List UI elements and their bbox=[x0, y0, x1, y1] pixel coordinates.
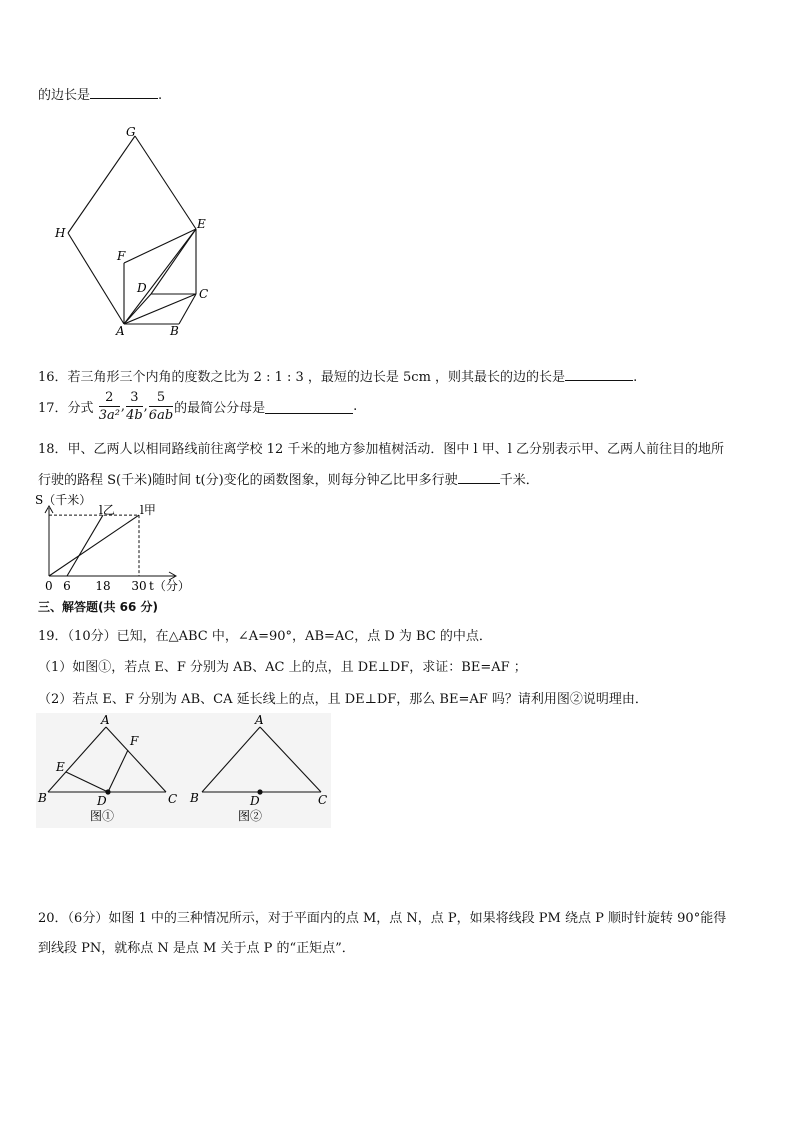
q17: 17．分式 $\frac{2}{\text{3a²}}$ , $\frac{3}{4b}$ , $\frac{5}{6ab}$ 的最简公分母是 . bbox=[38, 390, 358, 423]
label-E: E bbox=[197, 217, 206, 231]
q17-suffix: 的最简公分母是 bbox=[174, 401, 266, 416]
series-label-yi: l乙 bbox=[99, 503, 115, 517]
q16 bbox=[38, 366, 637, 385]
q16-answer-blank[interactable] bbox=[565, 367, 633, 381]
q19-part1: （1）如图①，若点 E、F 分别为 AB、AC 上的点，且 DE⊥DF，求证：BE=AF ； bbox=[38, 660, 527, 675]
q17-prefix: 17．分式 bbox=[38, 401, 94, 416]
seg-GH bbox=[68, 136, 135, 233]
q17-answer-blank[interactable] bbox=[265, 400, 353, 414]
series-line-yi bbox=[67, 515, 103, 576]
q20-line2: 到线段 PN，就称点 N 是点 M 关于点 P 的“正矩点”． bbox=[38, 941, 355, 956]
q18-answer-blank[interactable] bbox=[458, 470, 500, 484]
seg-AE bbox=[124, 229, 196, 324]
seg-HA bbox=[68, 233, 124, 324]
fraction-1: $\frac{2}{\text{3a²}}$ bbox=[98, 390, 120, 423]
fraction-3: $\frac{5}{6ab}$ bbox=[148, 390, 174, 423]
fig1-label-B: B bbox=[38, 791, 47, 805]
fig1-label-A: A bbox=[101, 713, 110, 727]
fig1-caption: 图① bbox=[90, 809, 115, 823]
fig2-caption: 图② bbox=[238, 809, 263, 823]
q18-chart bbox=[35, 490, 235, 600]
fig2-label-A: A bbox=[255, 713, 264, 727]
fig1-label-F: F bbox=[130, 734, 139, 748]
label-B: B bbox=[170, 324, 179, 338]
fig1-label-D: D bbox=[97, 794, 107, 808]
q15-text: 的边长是 bbox=[38, 88, 91, 103]
q15-figure bbox=[45, 124, 245, 339]
figure-background bbox=[36, 713, 331, 828]
y-axis-label: S（千米） bbox=[35, 493, 92, 507]
fig2-label-D: D bbox=[250, 794, 260, 808]
seg-FE bbox=[124, 229, 196, 263]
fig2-label-C: C bbox=[318, 793, 328, 807]
seg-BC bbox=[179, 294, 196, 324]
q16-text: 16．若三角形三个内角的度数之比为 2 : 1 : 3 ，最短的边长是 5cm ，则其最长的边的长是 bbox=[38, 370, 566, 385]
label-G: G bbox=[126, 125, 136, 139]
label-A: A bbox=[116, 324, 125, 338]
x-tick-6: 6 bbox=[63, 579, 71, 593]
q19-figures bbox=[36, 713, 331, 828]
label-D: D bbox=[137, 281, 147, 295]
seg-GE bbox=[135, 136, 196, 229]
q19-stem: 19．（10分）已知，在△ABC 中，∠A=90°，AB=AC，点 D 为 BC 的中点． bbox=[38, 629, 492, 644]
x-axis-label: t（分） bbox=[149, 579, 190, 593]
q18-line1: 18．甲、乙两人以相同路线前往离学校 12 千米的地方参加植树活动．图中 l 甲、l 乙分别表示甲、乙两人前往目的地所 bbox=[38, 442, 725, 457]
q19-part2: （2）若点 E、F 分别为 AB、CA 延长线上的点，且 DE⊥DF，那么 BE=AF 吗？请利用图②说明理由． bbox=[38, 692, 648, 707]
seg-AD bbox=[124, 294, 151, 324]
x-tick-18: 18 bbox=[95, 579, 111, 593]
fig1-label-E: E bbox=[56, 760, 65, 774]
label-C: C bbox=[199, 287, 209, 301]
q20-line1: 20．（6分）如图 1 中的三种情况所示，对于平面内的点 M，点 N，点 P，如果将线段 PM 绕点 P 顺时针旋转 90°能得 bbox=[38, 911, 727, 926]
fig2-label-B: B bbox=[190, 791, 199, 805]
fraction-2: $\frac{3}{4b}$ bbox=[126, 390, 143, 423]
origin-label: 0 bbox=[45, 579, 53, 593]
q15-end: . bbox=[158, 88, 163, 103]
fig1-label-C: C bbox=[168, 792, 178, 806]
q15-answer-blank[interactable] bbox=[90, 85, 158, 99]
section-title: 三、解答题(共 66 分) bbox=[38, 600, 159, 614]
x-tick-30: 30 bbox=[131, 579, 147, 593]
seg-DE bbox=[151, 229, 196, 294]
series-label-jia: l甲 bbox=[140, 503, 156, 517]
q16-end: . bbox=[633, 370, 638, 385]
q18-line2: 行驶的路程 S(千米)随时间 t(分)变化的函数图象，则每分钟乙比甲多行驶 千米． bbox=[38, 469, 539, 488]
label-F: F bbox=[117, 249, 126, 263]
label-H: H bbox=[55, 226, 66, 240]
q15-tail bbox=[38, 84, 162, 103]
series-line-jia bbox=[49, 515, 139, 576]
